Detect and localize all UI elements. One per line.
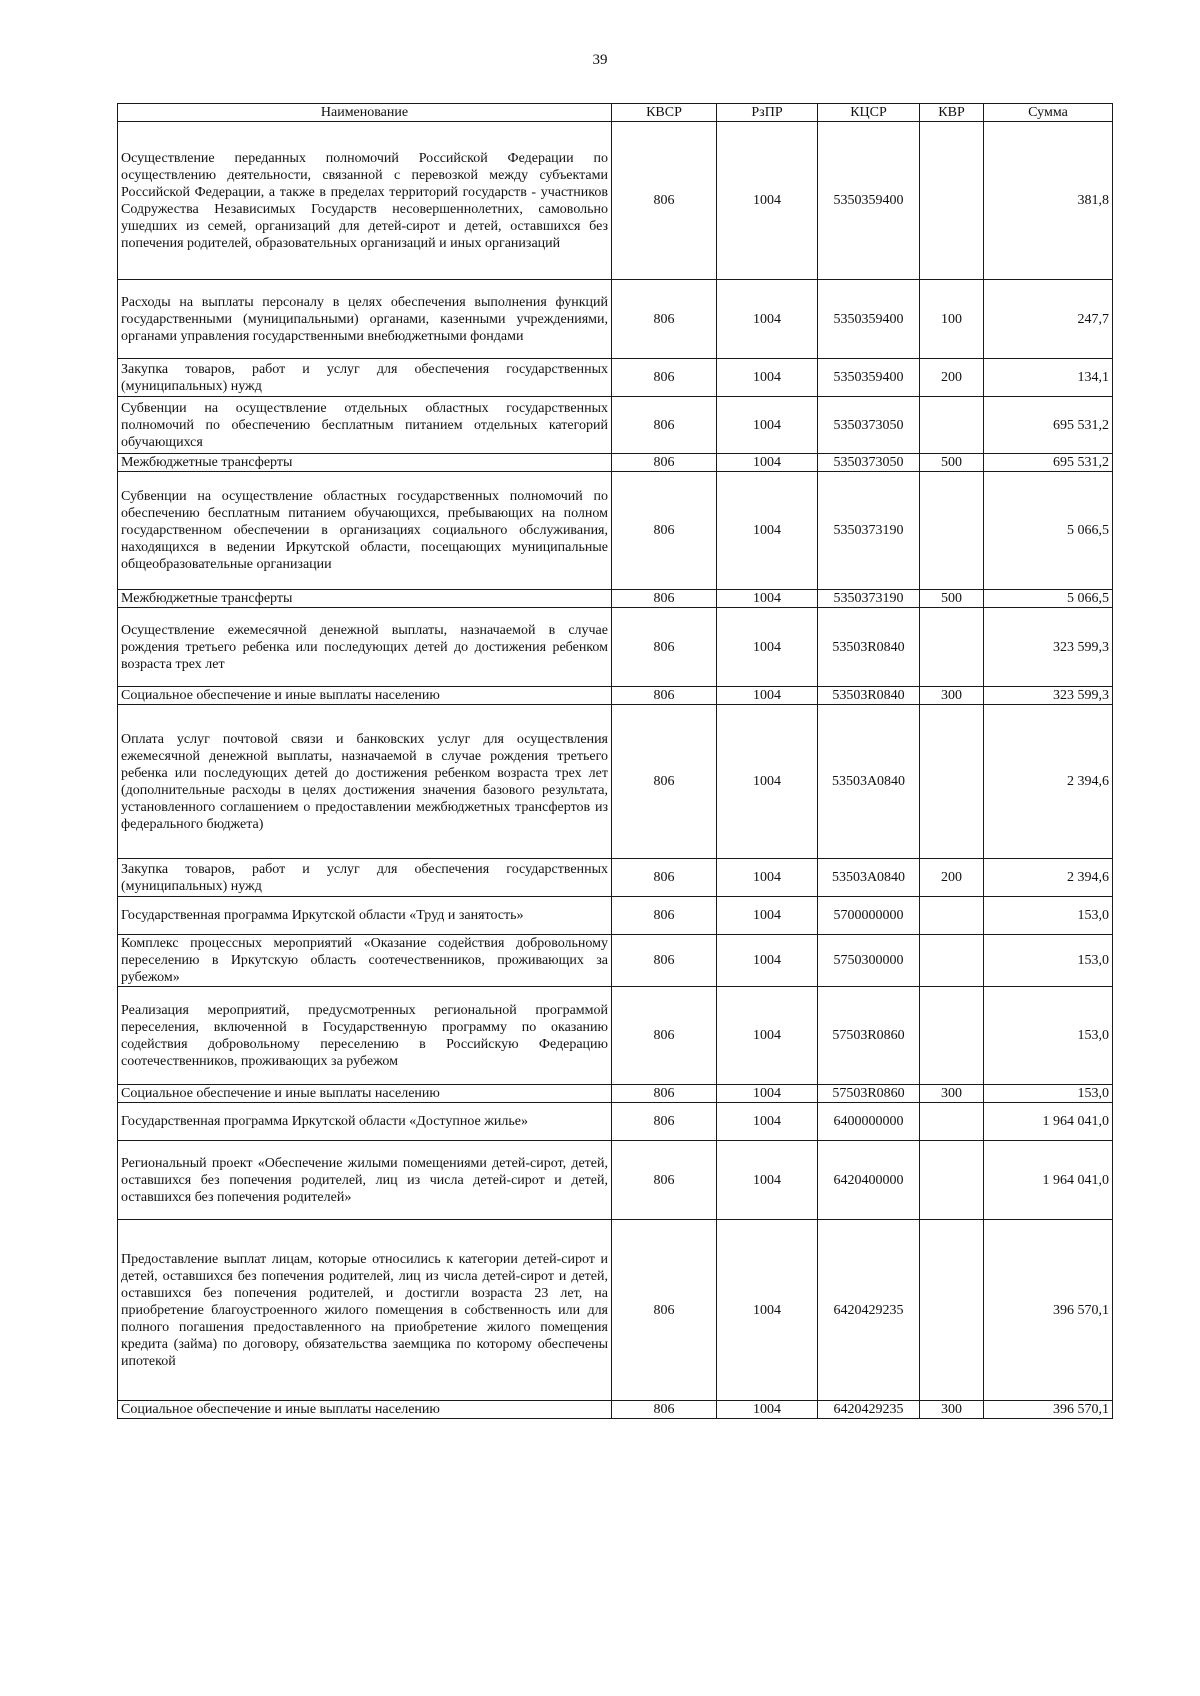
cell-name: Социальное обеспечение и иные выплаты населению (118, 1401, 612, 1419)
cell-kcsr: 6400000000 (818, 1103, 920, 1141)
cell-rzpr: 1004 (717, 859, 818, 897)
cell-rzpr: 1004 (717, 1220, 818, 1401)
cell-sum: 5 066,5 (984, 590, 1113, 608)
cell-name: Субвенции на осуществление областных государственных полномочий по обеспечению бесплатным питанием обучающихся, пребывающих на полном государственном обеспечении в организациях социального обслуживания, находящихся в ведении Иркутской области, посещающих муниципальные общеобразовательные организации (118, 472, 612, 590)
cell-name: Государственная программа Иркутской области «Труд и занятость» (118, 897, 612, 935)
cell-kcsr: 5700000000 (818, 897, 920, 935)
cell-name: Реализация мероприятий, предусмотренных региональной программой переселения, включенной в Государственную программу по оказанию содействия добровольному переселению в Российскую Федерацию соотечественников, проживающих за рубежом (118, 987, 612, 1085)
table-row (118, 1103, 1113, 1141)
cell-kcsr: 5350373050 (818, 454, 920, 472)
cell-sum: 1 964 041,0 (984, 1103, 1113, 1141)
cell-name: Межбюджетные трансферты (118, 590, 612, 608)
cell-kvr (920, 397, 984, 454)
table-row (118, 397, 1113, 454)
cell-kcsr: 6420429235 (818, 1401, 920, 1419)
table-row (118, 687, 1113, 705)
cell-kvr (920, 987, 984, 1085)
budget-table (117, 103, 1113, 1419)
cell-kvr (920, 1220, 984, 1401)
cell-rzpr: 1004 (717, 608, 818, 687)
table-row (118, 122, 1113, 280)
cell-kcsr: 6420400000 (818, 1141, 920, 1220)
cell-rzpr: 1004 (717, 897, 818, 935)
cell-kvr (920, 897, 984, 935)
cell-name: Оплата услуг почтовой связи и банковских услуг для осуществления ежемесячной денежной выплаты, назначаемой в случае рождения третьего ребенка или последующих детей до достижения ребенком возраста трех лет (дополнительные расходы в целях достижения значения базового результата, установленного соглашением о предоставлении межбюджетных трансфертов из федерального бюджета) (118, 705, 612, 859)
cell-sum: 396 570,1 (984, 1401, 1113, 1419)
cell-kvsr: 806 (612, 987, 717, 1085)
cell-kvsr: 806 (612, 687, 717, 705)
cell-kcsr: 5350359400 (818, 122, 920, 280)
cell-sum: 153,0 (984, 987, 1113, 1085)
table-body (118, 122, 1113, 1419)
cell-kcsr: 57503R0860 (818, 1085, 920, 1103)
cell-sum: 695 531,2 (984, 397, 1113, 454)
cell-sum: 323 599,3 (984, 608, 1113, 687)
cell-kvsr: 806 (612, 454, 717, 472)
cell-sum: 381,8 (984, 122, 1113, 280)
cell-rzpr: 1004 (717, 590, 818, 608)
cell-kvsr: 806 (612, 1103, 717, 1141)
cell-kvr: 100 (920, 280, 984, 359)
cell-kvsr: 806 (612, 935, 717, 987)
cell-sum: 153,0 (984, 897, 1113, 935)
cell-name: Межбюджетные трансферты (118, 454, 612, 472)
cell-kvsr: 806 (612, 397, 717, 454)
cell-kvr: 200 (920, 359, 984, 397)
cell-rzpr: 1004 (717, 935, 818, 987)
cell-sum: 396 570,1 (984, 1220, 1113, 1401)
cell-kvsr: 806 (612, 1141, 717, 1220)
cell-kvr: 200 (920, 859, 984, 897)
table-row (118, 1401, 1113, 1419)
cell-kvsr: 806 (612, 897, 717, 935)
header-kcsr: КЦСР (818, 104, 920, 122)
table-row (118, 454, 1113, 472)
cell-kcsr: 53503R0840 (818, 608, 920, 687)
cell-name: Осуществление ежемесячной денежной выплаты, назначаемой в случае рождения третьего ребенка или последующих детей до достижения ребенком возраста трех лет (118, 608, 612, 687)
cell-sum: 2 394,6 (984, 859, 1113, 897)
cell-name: Региональный проект «Обеспечение жилыми помещениями детей-сирот, детей, оставшихся без попечения родителей, лиц из числа детей-сирот и детей, оставшихся без попечения родителей» (118, 1141, 612, 1220)
table-row (118, 1220, 1113, 1401)
cell-kvsr: 806 (612, 359, 717, 397)
cell-rzpr: 1004 (717, 122, 818, 280)
cell-kvsr: 806 (612, 608, 717, 687)
table-row (118, 705, 1113, 859)
cell-sum: 323 599,3 (984, 687, 1113, 705)
header-kvr: КВР (920, 104, 984, 122)
cell-kvsr: 806 (612, 122, 717, 280)
cell-kvsr: 806 (612, 472, 717, 590)
header-kvsr: КВСР (612, 104, 717, 122)
table-row (118, 608, 1113, 687)
cell-kvr (920, 1103, 984, 1141)
cell-name: Субвенции на осуществление отдельных областных государственных полномочий по обеспечению бесплатным питанием отдельных категорий обучающихся (118, 397, 612, 454)
cell-kvr (920, 1141, 984, 1220)
cell-kvr: 500 (920, 590, 984, 608)
cell-rzpr: 1004 (717, 705, 818, 859)
table-row (118, 859, 1113, 897)
table-row (118, 1085, 1113, 1103)
cell-rzpr: 1004 (717, 1085, 818, 1103)
cell-rzpr: 1004 (717, 1103, 818, 1141)
cell-kvr (920, 122, 984, 280)
cell-kcsr: 53503A0840 (818, 705, 920, 859)
cell-kvsr: 806 (612, 705, 717, 859)
cell-sum: 153,0 (984, 1085, 1113, 1103)
cell-kcsr: 53503A0840 (818, 859, 920, 897)
cell-name: Закупка товаров, работ и услуг для обеспечения государственных (муниципальных) нужд (118, 859, 612, 897)
cell-name: Комплекс процессных мероприятий «Оказание содействия добровольному переселению в Иркутскую область соотечественников, проживающих за рубежом» (118, 935, 612, 987)
cell-kvsr: 806 (612, 1220, 717, 1401)
header-rzpr: РзПР (717, 104, 818, 122)
cell-kvr (920, 705, 984, 859)
table-row (118, 590, 1113, 608)
cell-name: Закупка товаров, работ и услуг для обеспечения государственных (муниципальных) нужд (118, 359, 612, 397)
page-number: 39 (592, 52, 608, 68)
table-row (118, 472, 1113, 590)
cell-name: Расходы на выплаты персоналу в целях обеспечения выполнения функций государственными (муниципальными) органами, казенными учреждениями, органами управления государственными внебюджетными фондами (118, 280, 612, 359)
cell-kcsr: 5350359400 (818, 359, 920, 397)
cell-rzpr: 1004 (717, 397, 818, 454)
cell-rzpr: 1004 (717, 472, 818, 590)
cell-kcsr: 5750300000 (818, 935, 920, 987)
cell-kvsr: 806 (612, 1085, 717, 1103)
cell-kcsr: 5350359400 (818, 280, 920, 359)
cell-sum: 5 066,5 (984, 472, 1113, 590)
cell-kvr: 500 (920, 454, 984, 472)
cell-rzpr: 1004 (717, 987, 818, 1085)
cell-sum: 247,7 (984, 280, 1113, 359)
cell-kcsr: 5350373190 (818, 472, 920, 590)
cell-rzpr: 1004 (717, 1141, 818, 1220)
cell-sum: 1 964 041,0 (984, 1141, 1113, 1220)
table-row (118, 280, 1113, 359)
table-row (118, 987, 1113, 1085)
cell-rzpr: 1004 (717, 454, 818, 472)
cell-kcsr: 6420429235 (818, 1220, 920, 1401)
cell-kvr: 300 (920, 1085, 984, 1103)
cell-sum: 695 531,2 (984, 454, 1113, 472)
cell-name: Предоставление выплат лицам, которые относились к категории детей-сирот и детей, оставшихся без попечения родителей, лиц из числа детей-сирот и детей, оставшихся без попечения родителей, и достигли возраста 23 лет, на приобретение благоустроенного жилого помещения в собственность или для полного погашения предоставленного на приобретение жилого помещения кредита (займа) по договору, обязательства заемщика по которому обеспечены ипотекой (118, 1220, 612, 1401)
cell-sum: 153,0 (984, 935, 1113, 987)
cell-kcsr: 5350373050 (818, 397, 920, 454)
cell-kvsr: 806 (612, 280, 717, 359)
cell-kvr (920, 472, 984, 590)
cell-sum: 2 394,6 (984, 705, 1113, 859)
cell-rzpr: 1004 (717, 687, 818, 705)
header-sum: Сумма (984, 104, 1113, 122)
cell-rzpr: 1004 (717, 1401, 818, 1419)
table-row (118, 897, 1113, 935)
table-row (118, 359, 1113, 397)
cell-kvsr: 806 (612, 859, 717, 897)
cell-name: Осуществление переданных полномочий Российской Федерации по осуществлению деятельности, связанной с перевозкой между субъектами Российской Федерации, а также в пределах территорий государств - участников Содружества Независимых Государств несовершеннолетних, самовольно ушедших из семей, организаций для детей-сирот и детей, оставшихся без попечения родителей, образовательных организаций и иных организаций (118, 122, 612, 280)
cell-kvr: 300 (920, 1401, 984, 1419)
cell-name: Государственная программа Иркутской области «Доступное жилье» (118, 1103, 612, 1141)
cell-sum: 134,1 (984, 359, 1113, 397)
cell-kvr: 300 (920, 687, 984, 705)
table-row (118, 1141, 1113, 1220)
cell-kcsr: 5350373190 (818, 590, 920, 608)
header-name: Наименование (118, 104, 612, 122)
cell-kvsr: 806 (612, 590, 717, 608)
cell-rzpr: 1004 (717, 280, 818, 359)
cell-kcsr: 57503R0860 (818, 987, 920, 1085)
cell-name: Социальное обеспечение и иные выплаты населению (118, 1085, 612, 1103)
table-row (118, 935, 1113, 987)
cell-kvr (920, 608, 984, 687)
cell-rzpr: 1004 (717, 359, 818, 397)
cell-kvr (920, 935, 984, 987)
cell-kcsr: 53503R0840 (818, 687, 920, 705)
cell-kvsr: 806 (612, 1401, 717, 1419)
cell-name: Социальное обеспечение и иные выплаты населению (118, 687, 612, 705)
table-header-row (118, 104, 1113, 122)
